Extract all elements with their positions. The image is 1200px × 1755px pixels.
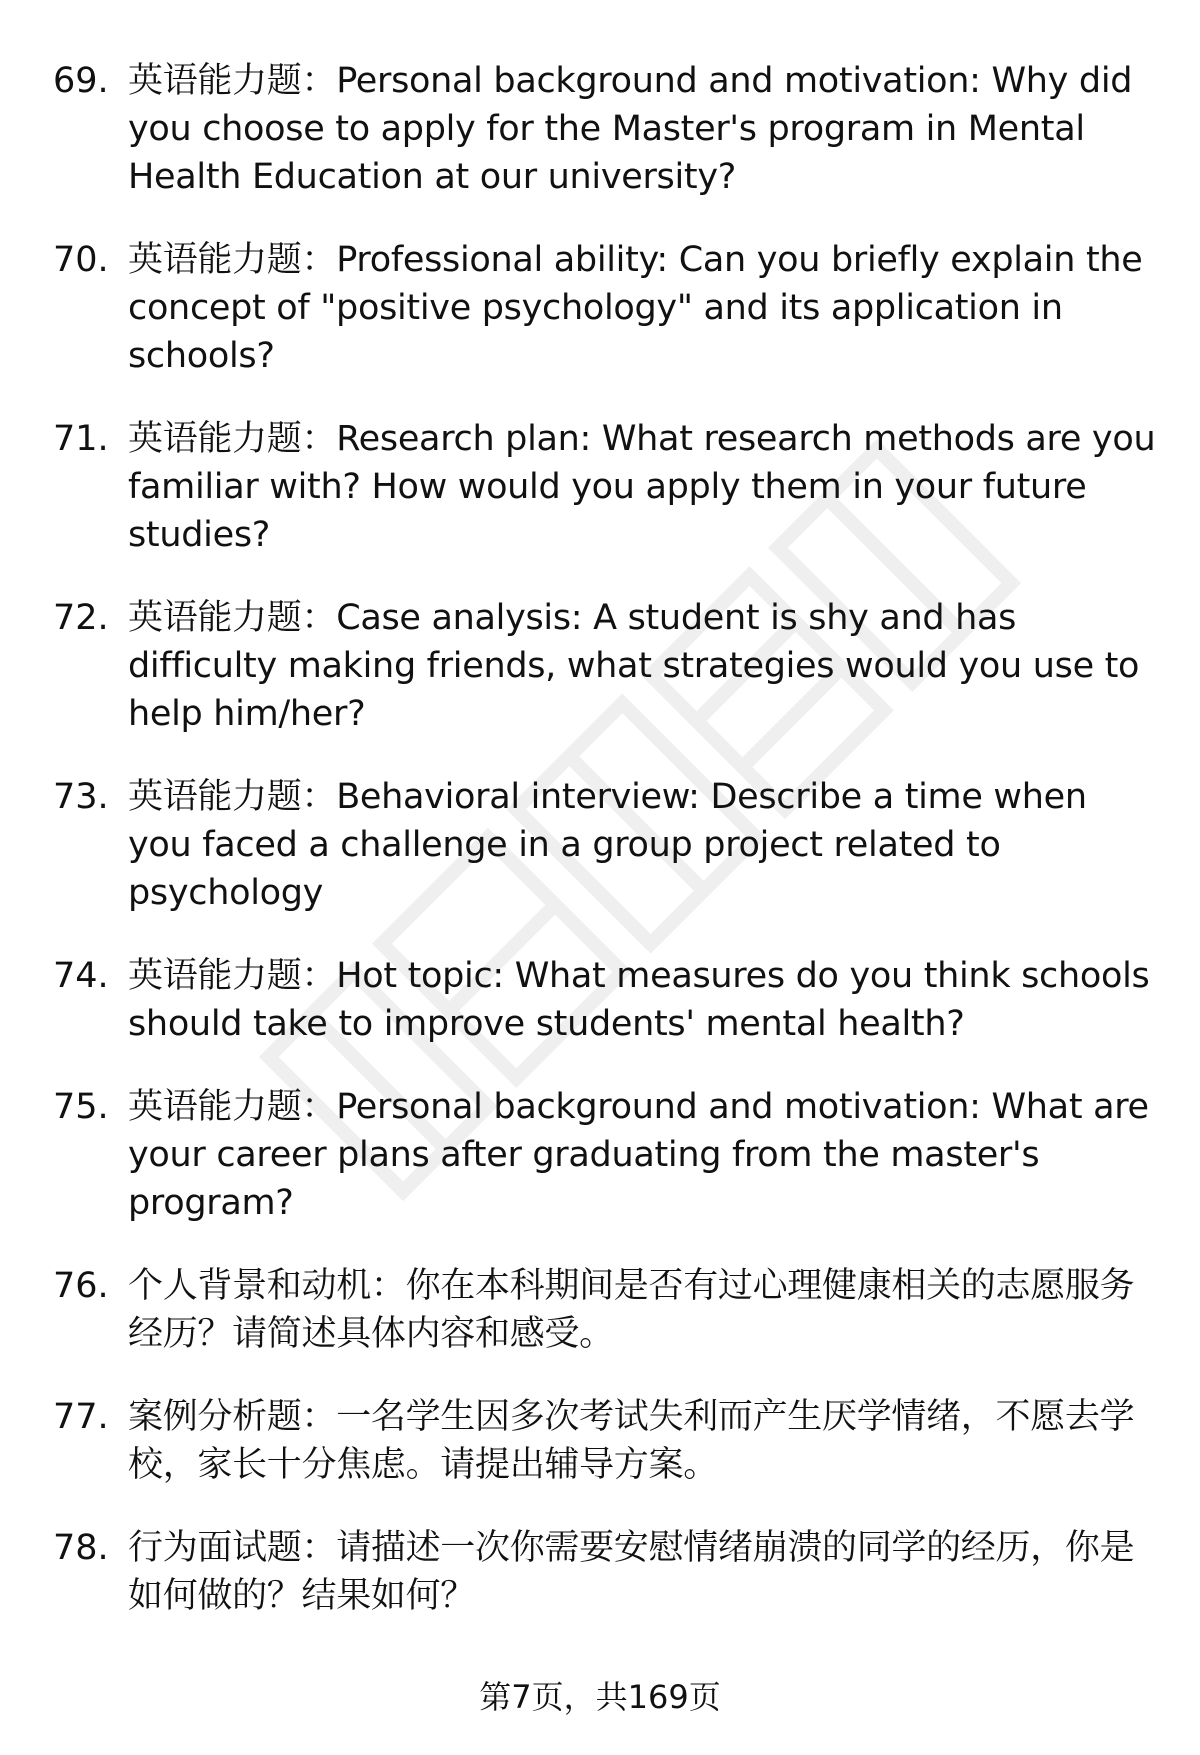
- question-item: [0, 1262, 1200, 1358]
- question-item: [0, 236, 1200, 380]
- question-list: [0, 57, 1200, 1655]
- question-text: 英语能力题：Professional ability: Can you briefly explain the concept of "positive psychology" and its application in schools?: [128, 240, 1143, 376]
- question-item: [0, 594, 1200, 738]
- question-item: [0, 57, 1200, 201]
- question-number: 71.: [53, 419, 109, 459]
- question-text: 英语能力题：Personal background and motivation: Why did you choose to apply for the Master's program in Mental Health Education at our university?: [128, 61, 1133, 197]
- question-text: 英语能力题：Behavioral interview: Describe a time when you faced a challenge in a group project related to psychology: [128, 777, 1087, 913]
- question-item: [0, 773, 1200, 917]
- question-number: 73.: [53, 777, 109, 817]
- question-number: 75.: [53, 1087, 109, 1127]
- question-item: [0, 952, 1200, 1048]
- question-item: [0, 415, 1200, 559]
- question-number: 70.: [53, 240, 109, 280]
- question-text: 英语能力题：Case analysis: A student is shy and has difficulty making friends, what strategies would you use to help him/her?: [128, 598, 1140, 734]
- question-text: 英语能力题：Personal background and motivation: What are your career plans after graduating from the master's program?: [128, 1087, 1149, 1223]
- question-number: 74.: [53, 956, 109, 996]
- question-number: 78.: [53, 1528, 109, 1568]
- question-text: 英语能力题：Research plan: What research methods are you familiar with? How would you apply them in your future studies?: [128, 419, 1156, 555]
- question-number: 76.: [53, 1266, 109, 1306]
- question-text: 案例分析题：一名学生因多次考试失利而产生厌学情绪，不愿去学校，家长十分焦虑。请提出辅导方案。: [128, 1397, 1135, 1485]
- question-number: 72.: [53, 598, 109, 638]
- question-item: [0, 1083, 1200, 1227]
- page-number: 第7页，共169页: [479, 1678, 721, 1716]
- question-number: 77.: [53, 1397, 109, 1437]
- question-text: 个人背景和动机：你在本科期间是否有过心理健康相关的志愿服务经历？请简述具体内容和感受。: [128, 1266, 1135, 1354]
- question-number: 69.: [53, 61, 109, 101]
- question-text: 行为面试题：请描述一次你需要安慰情绪崩溃的同学的经历，你是如何做的？结果如何？: [128, 1528, 1135, 1616]
- question-item: [0, 1524, 1200, 1620]
- question-item: [0, 1393, 1200, 1489]
- question-text: 英语能力题：Hot topic: What measures do you think schools should take to improve students' mental health?: [128, 956, 1150, 1044]
